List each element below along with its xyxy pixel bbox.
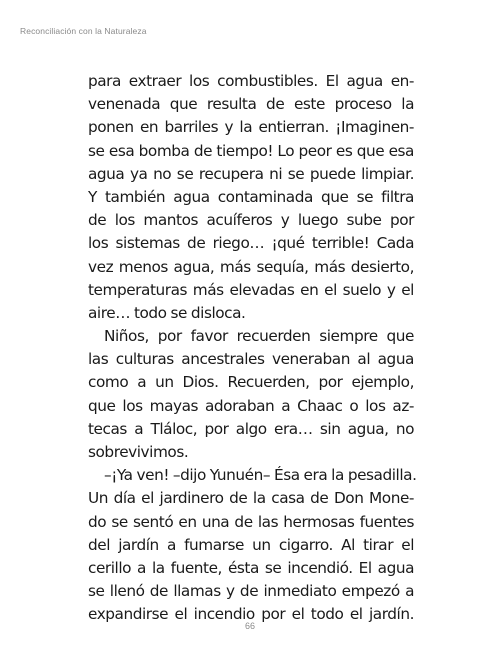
text-line: sobrevivimos. xyxy=(88,443,189,461)
text-line: ponen en barriles y la entierran. ¡Imaginen- xyxy=(88,118,414,137)
paragraph xyxy=(88,464,417,626)
paragraph xyxy=(88,70,414,325)
text-line: como a un Dios. Recuerden, por ejemplo, xyxy=(88,373,414,392)
text-line: –¡Ya ven! –dijo Yunuén– Ésa era la pesadilla. xyxy=(104,466,417,485)
text-line: cerillo a la fuente, ésta se incendió. El agua xyxy=(88,558,414,577)
text-line: venenada que resulta de este proceso la xyxy=(88,95,414,114)
text-line: se esa bomba de tiempo! Lo peor es que esa xyxy=(88,141,414,160)
text-line: para extraer los combustibles. El agua en- xyxy=(88,72,414,90)
text-line: expandirse el incendio por el todo el jardín. xyxy=(88,605,414,624)
body-text xyxy=(88,70,417,627)
text-line: Y también agua contaminada que se filtra xyxy=(88,187,414,206)
text-line: del jardín a fumarse un cigarro. Al tirar el xyxy=(88,535,414,554)
text-line: se llenó de llamas y de inmediato empezó a xyxy=(88,582,414,601)
text-line: aire… todo se disloca. xyxy=(88,303,246,322)
text-line: Niños, por favor recuerden siempre que xyxy=(104,327,414,346)
paragraph xyxy=(88,325,414,464)
text-line: tecas a Tláloc, por algo era… sin agua, no xyxy=(88,419,414,438)
text-line: las culturas ancestrales veneraban al agua xyxy=(88,350,414,369)
text-line: los sistemas de riego… ¡qué terrible! Cada xyxy=(88,234,414,253)
text-line: do se sentó en una de las hermosas fuentes xyxy=(88,512,414,531)
running-header: Reconciliación con la Naturaleza xyxy=(20,26,147,36)
page-number: 66 xyxy=(244,621,255,631)
text-line: temperaturas más elevadas en el suelo y el xyxy=(88,280,414,299)
text-line: de los mantos acuíferos y luego sube por xyxy=(88,211,414,230)
text-line: que los mayas adoraban a Chaac o los az- xyxy=(88,396,414,415)
text-line: Un día el jardinero de la casa de Don Mone- xyxy=(88,489,414,508)
text-line: vez menos agua, más sequía, más desierto, xyxy=(88,257,414,276)
text-line: agua ya no se recupera ni se puede limpiar. xyxy=(88,164,414,183)
